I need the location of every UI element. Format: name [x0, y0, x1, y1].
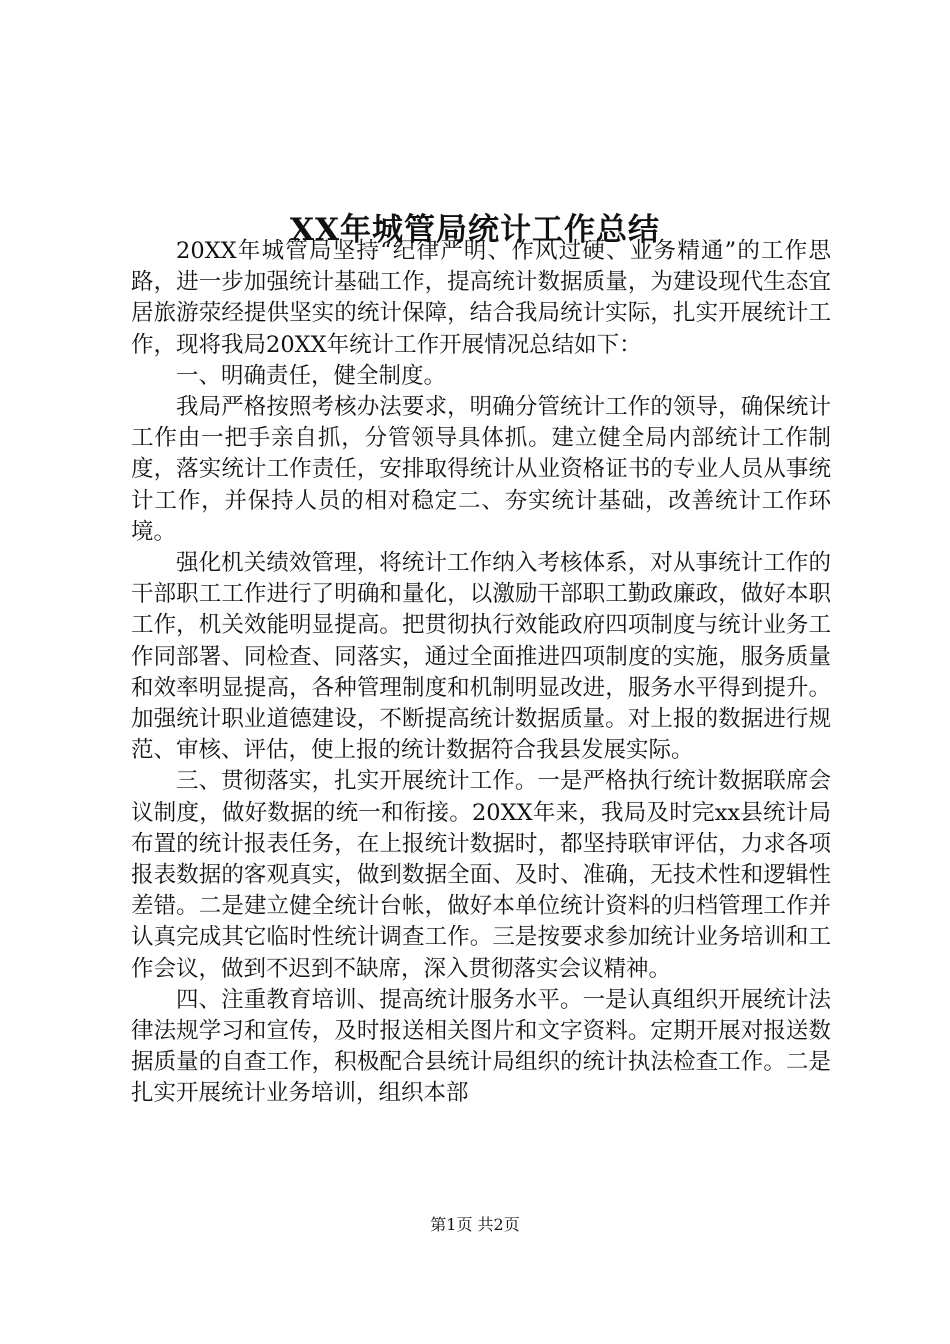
- document-body: [131, 236, 831, 1110]
- paragraph-section-1-body: 我局严格按照考核办法要求，明确分管统计工作的领导，确保统计工作由一把手亲自抓，分管领导具体抓。建立健全局内部统计工作制度，落实统计工作责任，安排取得统计从业资格证书的专业人员从事统计工作，并保持人员的相对稳定二、夯实统计基础，改善统计工作环境。: [131, 394, 831, 545]
- paragraph-intro: 20XX年城管局坚持“纪律严明、作风过硬、业务精通”的工作思路，进一步加强统计基础工作，提高统计数据质量，为建设现代生态宜居旅游荥经提供坚实的统计保障，结合我局统计实际，扎实开展统计工作，现将我局20XX年统计工作开展情况总结如下：: [131, 238, 831, 358]
- paragraph-section-4: 四、注重教育培训、提高统计服务水平。一是认真组织开展统计法律法规学习和宣传，及时报送相关图片和文字资料。定期开展对报送数据质量的自查工作，积极配合县统计局组织的统计执法检查工作。二是扎实开展统计业务培训，组织本部: [131, 986, 831, 1107]
- paragraph-section-3: 三、贯彻落实，扎实开展统计工作。一是严格执行统计数据联席会议制度，做好数据的统一和衔接。20XX年来，我局及时完xx县统计局布置的统计报表任务，在上报统计数据时，都坚持联审评估，力求各项报表数据的客观真实，做到数据全面、及时、准确，无技术性和逻辑性差错。二是建立健全统计台帐，做好本单位统计资料的归档管理工作并认真完成其它临时性统计调查工作。三是按要求参加统计业务培训和工作会议，做到不迟到不缺席，深入贯彻落实会议精神。: [131, 768, 831, 982]
- document-title: XX年城管局统计工作总结: [289, 211, 661, 248]
- paragraph-section-2-body: 强化机关绩效管理，将统计工作纳入考核体系，对从事统计工作的干部职工工作进行了明确和量化，以激励干部职工勤政廉政，做好本职工作，机关效能明显提高。把贯彻执行效能政府四项制度与统计业务工作同部署、同检查、同落实，通过全面推进四项制度的实施，服务质量和效率明显提高，各种管理制度和机制明显改进，服务水平得到提升。加强统计职业道德建设，不断提高统计数据质量。对上报的数据进行规范、审核、评估，使上报的统计数据符合我县发展实际。: [131, 550, 831, 764]
- paragraph-section-1-heading: 一、明确责任，健全制度。: [176, 362, 447, 389]
- page-footer: 第1页 共2页: [430, 1215, 520, 1234]
